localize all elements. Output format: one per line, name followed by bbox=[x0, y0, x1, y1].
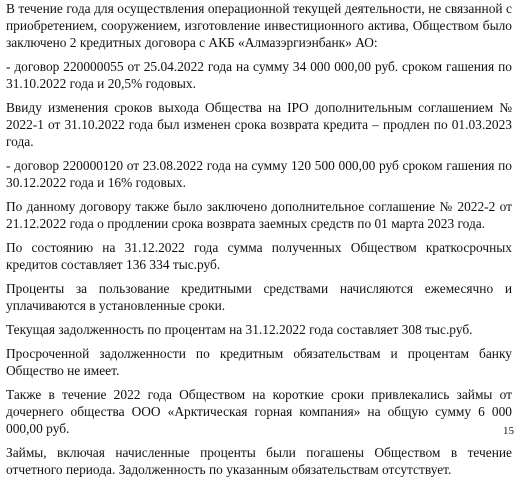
paragraph-no-overdue: Просроченной задолженности по кредитным обязательствам и процентам банку Общество не имеет. bbox=[6, 346, 512, 378]
paragraph-contract-220000055: - договор 220000055 от 25.04.2022 года на сумму 34 000 000,00 руб. сроком гашения по 31.10.2022 года и 20,5% годовых. bbox=[6, 59, 512, 91]
paragraph-ipo-amendment: Ввиду изменения сроков выхода Общества на IPO дополнительным соглашением № 2022-1 от 31.10.2022 года был изменен срока возврата кредита – продлен по 01.03.2023 года. bbox=[6, 100, 512, 149]
paragraph-contract-220000120: - договор 220000120 от 23.08.2022 года на сумму 120 500 000,00 руб сроком гашения по 30.12.2022 года и 16% годовых. bbox=[6, 158, 512, 190]
page-number: 15 bbox=[503, 425, 514, 437]
paragraph-short-term-balance: По состоянию на 31.12.2022 года сумма полученных Обществом краткосрочных кредитов составляет 136 334 тыс.руб. bbox=[6, 240, 512, 272]
paragraph-interest-accrual: Проценты за пользование кредитными средствами начисляются ежемесячно и уплачиваются в установленные сроки. bbox=[6, 281, 512, 313]
document-page bbox=[6, 0, 512, 485]
paragraph-interest-debt: Текущая задолженность по процентам на 31.12.2022 года составляет 308 тыс.руб. bbox=[6, 322, 473, 337]
paragraph-loans-intro: В течение года для осуществления операционной текущей деятельности, не связанной с приобретением, сооружением, изготовление инвестиционного актива, Обществом было заключено 2 кредитных договора с АКБ «Алмазэргиэнбанк» АО: bbox=[6, 1, 512, 50]
paragraph-subsidiary-loans: Также в течение 2022 года Обществом на короткие сроки привлекались займы от дочернего общества ООО «Арктическая горная компания» на общую сумму 6 000 000,00 руб. bbox=[6, 387, 512, 436]
paragraph-loans-repaid: Займы, включая начисленные проценты были погашены Обществом в течение отчетного периода. Задолженность по указанным обязательствам отсутствует. bbox=[6, 445, 512, 477]
paragraph-amendment-2022-2: По данному договору также было заключено дополнительное соглашение № 2022-2 от 21.12.2022 года о продлении срока возврата заемных средств по 01 марта 2023 года. bbox=[6, 199, 512, 231]
